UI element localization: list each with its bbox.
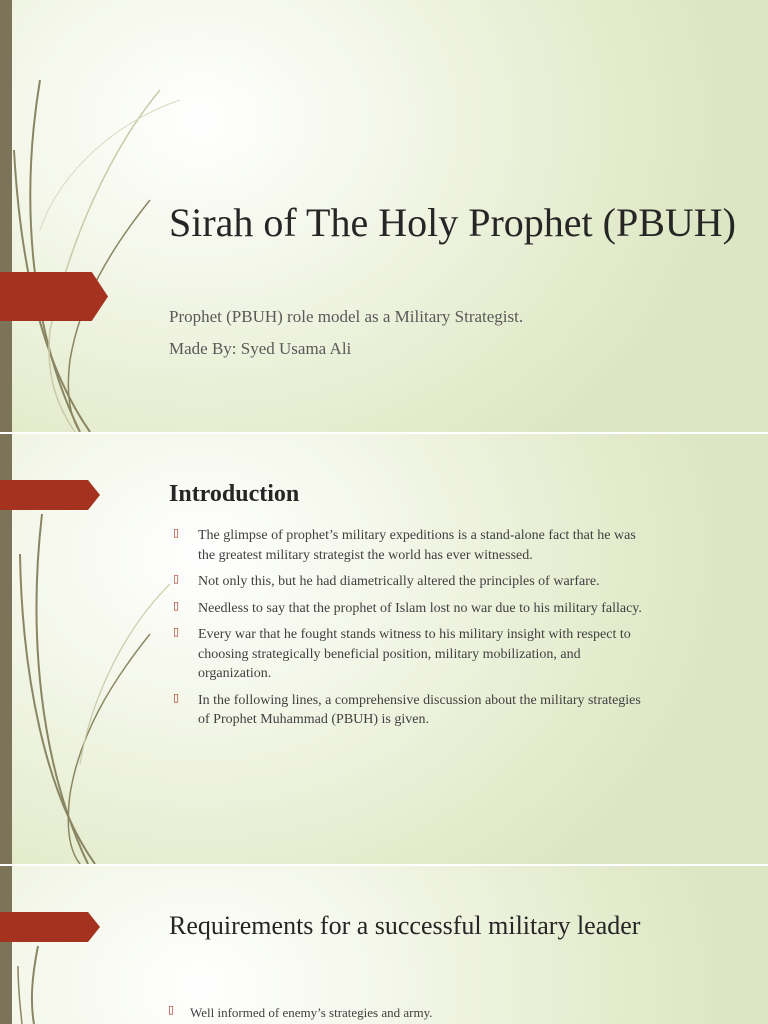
- accent-arrow: [0, 272, 108, 321]
- bullet-marker-icon: ▯: [173, 599, 180, 612]
- accent-arrow: [0, 912, 100, 942]
- slide-title: Sirah of The Holy Prophet (PBUH): [169, 200, 736, 245]
- bullet-marker-icon: ▯: [173, 691, 180, 704]
- sidebar-stripe: [0, 0, 12, 432]
- slide-subtitle: Prophet (PBUH) role model as a Military Strategist.: [169, 307, 524, 326]
- slide-title: Requirements for a successful military leader: [169, 911, 641, 940]
- list-item: ▯ Needless to say that the prophet of Islam lost no war due to his military fallacy.: [173, 599, 653, 619]
- list-item: ▯ Well informed of enemy’s strategies and army.: [168, 1003, 728, 1023]
- requirements-slide: [0, 866, 768, 1024]
- bullet-marker-icon: ▯: [173, 527, 180, 539]
- slide-title: Introduction: [169, 481, 300, 507]
- sidebar-stripe: [0, 866, 12, 1024]
- bullet-marker-icon: ▯: [173, 573, 180, 585]
- list-item: ▯ Not only this, but he had diametrically altered the principles of warfare.: [173, 572, 653, 592]
- accent-arrow: [0, 480, 100, 510]
- slide-author: Made By: Syed Usama Ali: [169, 339, 352, 358]
- title-slide: [0, 0, 768, 432]
- introduction-slide: [0, 434, 768, 864]
- bullet-list: [173, 526, 653, 737]
- bullet-marker-icon: ▯: [173, 626, 180, 638]
- bullet-marker-icon: ▯: [168, 1004, 175, 1016]
- bullet-list: [168, 1003, 728, 1024]
- list-item: ▯ In the following lines, a comprehensive discussion about the military strategies of Prophet Muhammad (PBUH) is given.: [173, 691, 653, 730]
- list-item: ▯ The glimpse of prophet’s military expeditions is a stand-alone fact that he was the greatest military strategist the world has ever witnessed.: [173, 526, 653, 565]
- list-item: ▯ Every war that he fought stands witness to his military insight with respect to choosing strategically beneficial position, military mobilization, and organization.: [173, 625, 653, 684]
